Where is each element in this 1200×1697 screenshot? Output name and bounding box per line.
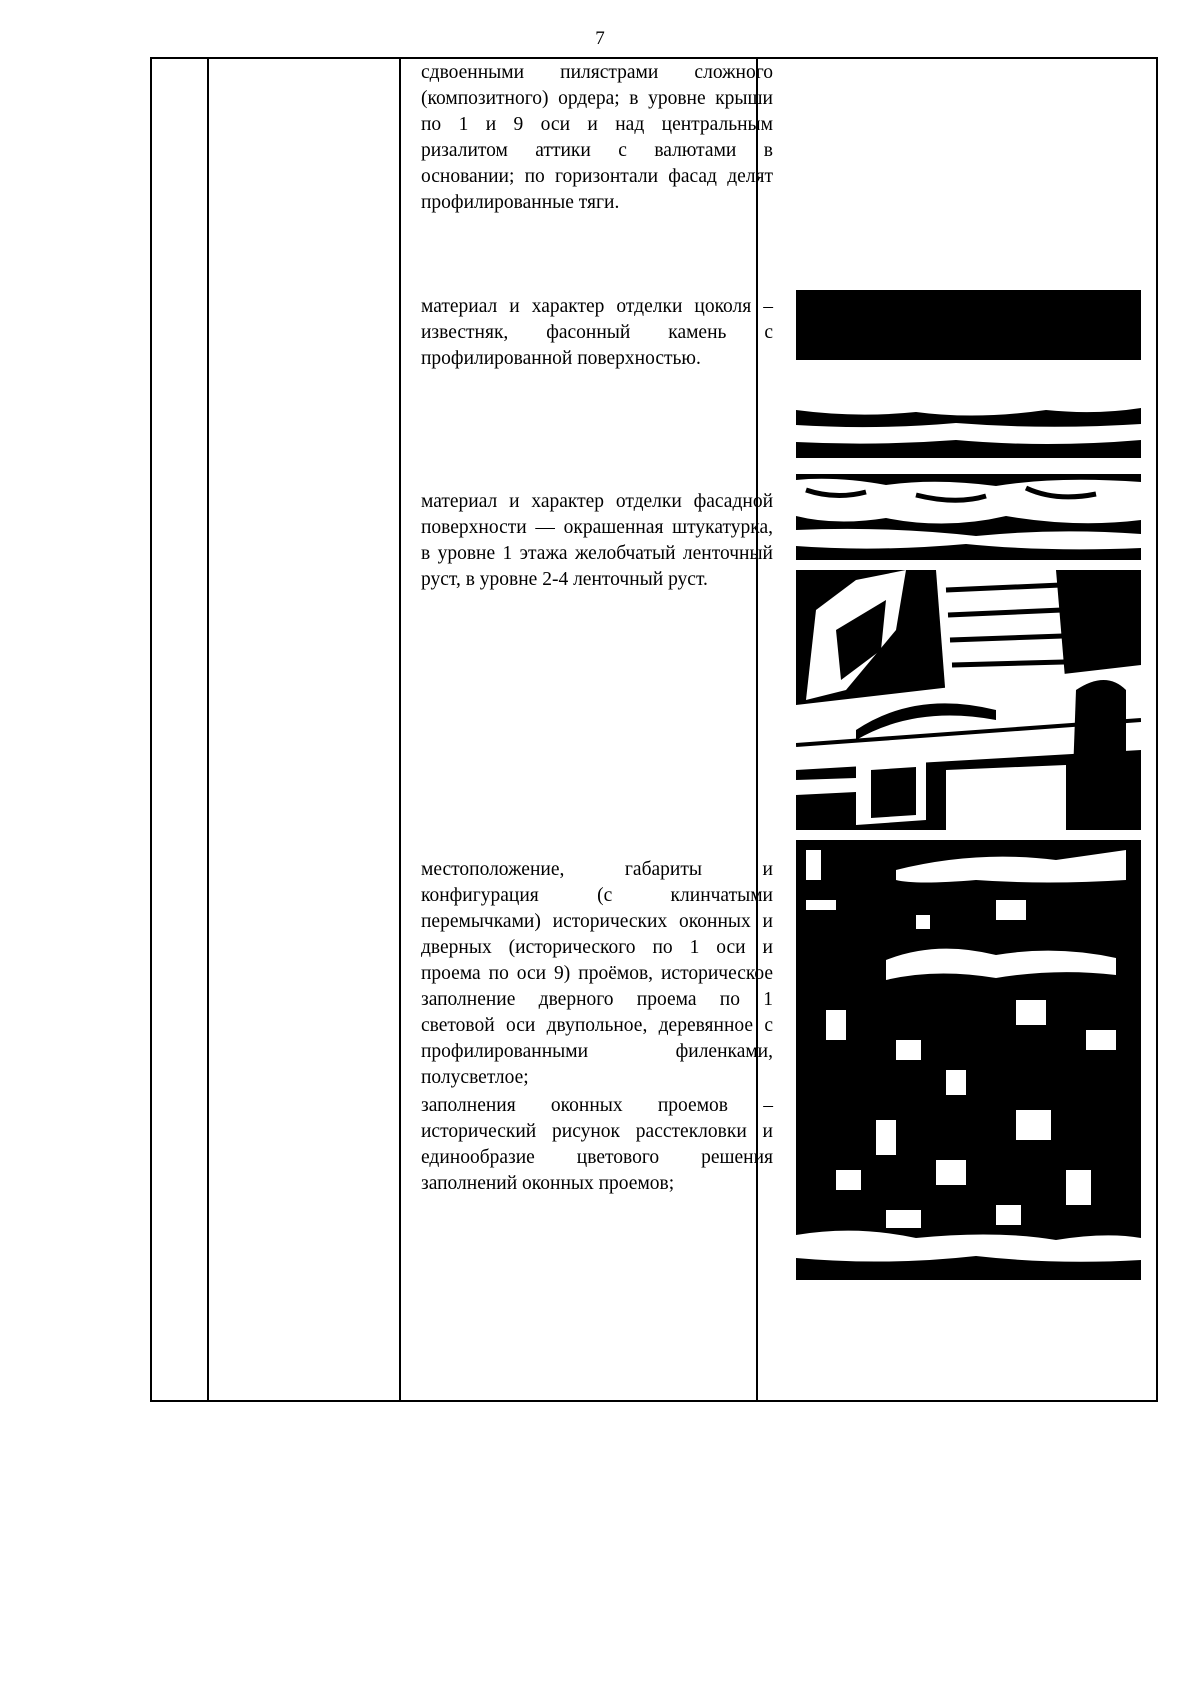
plinth-description <box>421 294 773 372</box>
page-number: 7 <box>595 28 605 49</box>
paragraph: местоположение, габариты и конфигурация (с клинчатыми перемычками) исторических оконных и дверных (исторического по 1 оси и проема по оси 9) проёмов, историческое заполнение дверного проема по 1 световой оси двупольное, деревянное с профилированными филенками, полусветлое; <box>421 859 773 1088</box>
rustication-photo <box>796 570 1141 830</box>
openings-description <box>421 857 773 1197</box>
paragraph: заполнения оконных проемов – исторический рисунок расстекловки и единообразие цветового решения заполнений оконных проемов; <box>421 1095 773 1194</box>
historic-door-photo <box>796 840 1141 1280</box>
pilasters-description <box>421 60 773 216</box>
plinth-photo <box>796 290 1141 560</box>
paragraph: материал и характер отделки фасадной поверхности — окрашенная штукатурка, в уровне 1 этажа желобчатый ленточный руст, в уровне 2-4 ленточный руст. <box>421 491 773 590</box>
column-divider <box>399 59 401 1400</box>
document-table <box>150 57 1158 1402</box>
facade-finish-description <box>421 489 773 593</box>
column-divider <box>207 59 209 1400</box>
column-divider <box>756 59 758 1400</box>
paragraph: материал и характер отделки цоколя – известняк, фасонный камень с профилированной поверхностью. <box>421 296 773 369</box>
paragraph: сдвоенными пилястрами сложного (композитного) ордера; в уровне крыши по 1 и 9 оси и над центральным ризалитом аттики с валютами в основании; по горизонтали фасад делят профилированные тяги. <box>421 62 773 213</box>
